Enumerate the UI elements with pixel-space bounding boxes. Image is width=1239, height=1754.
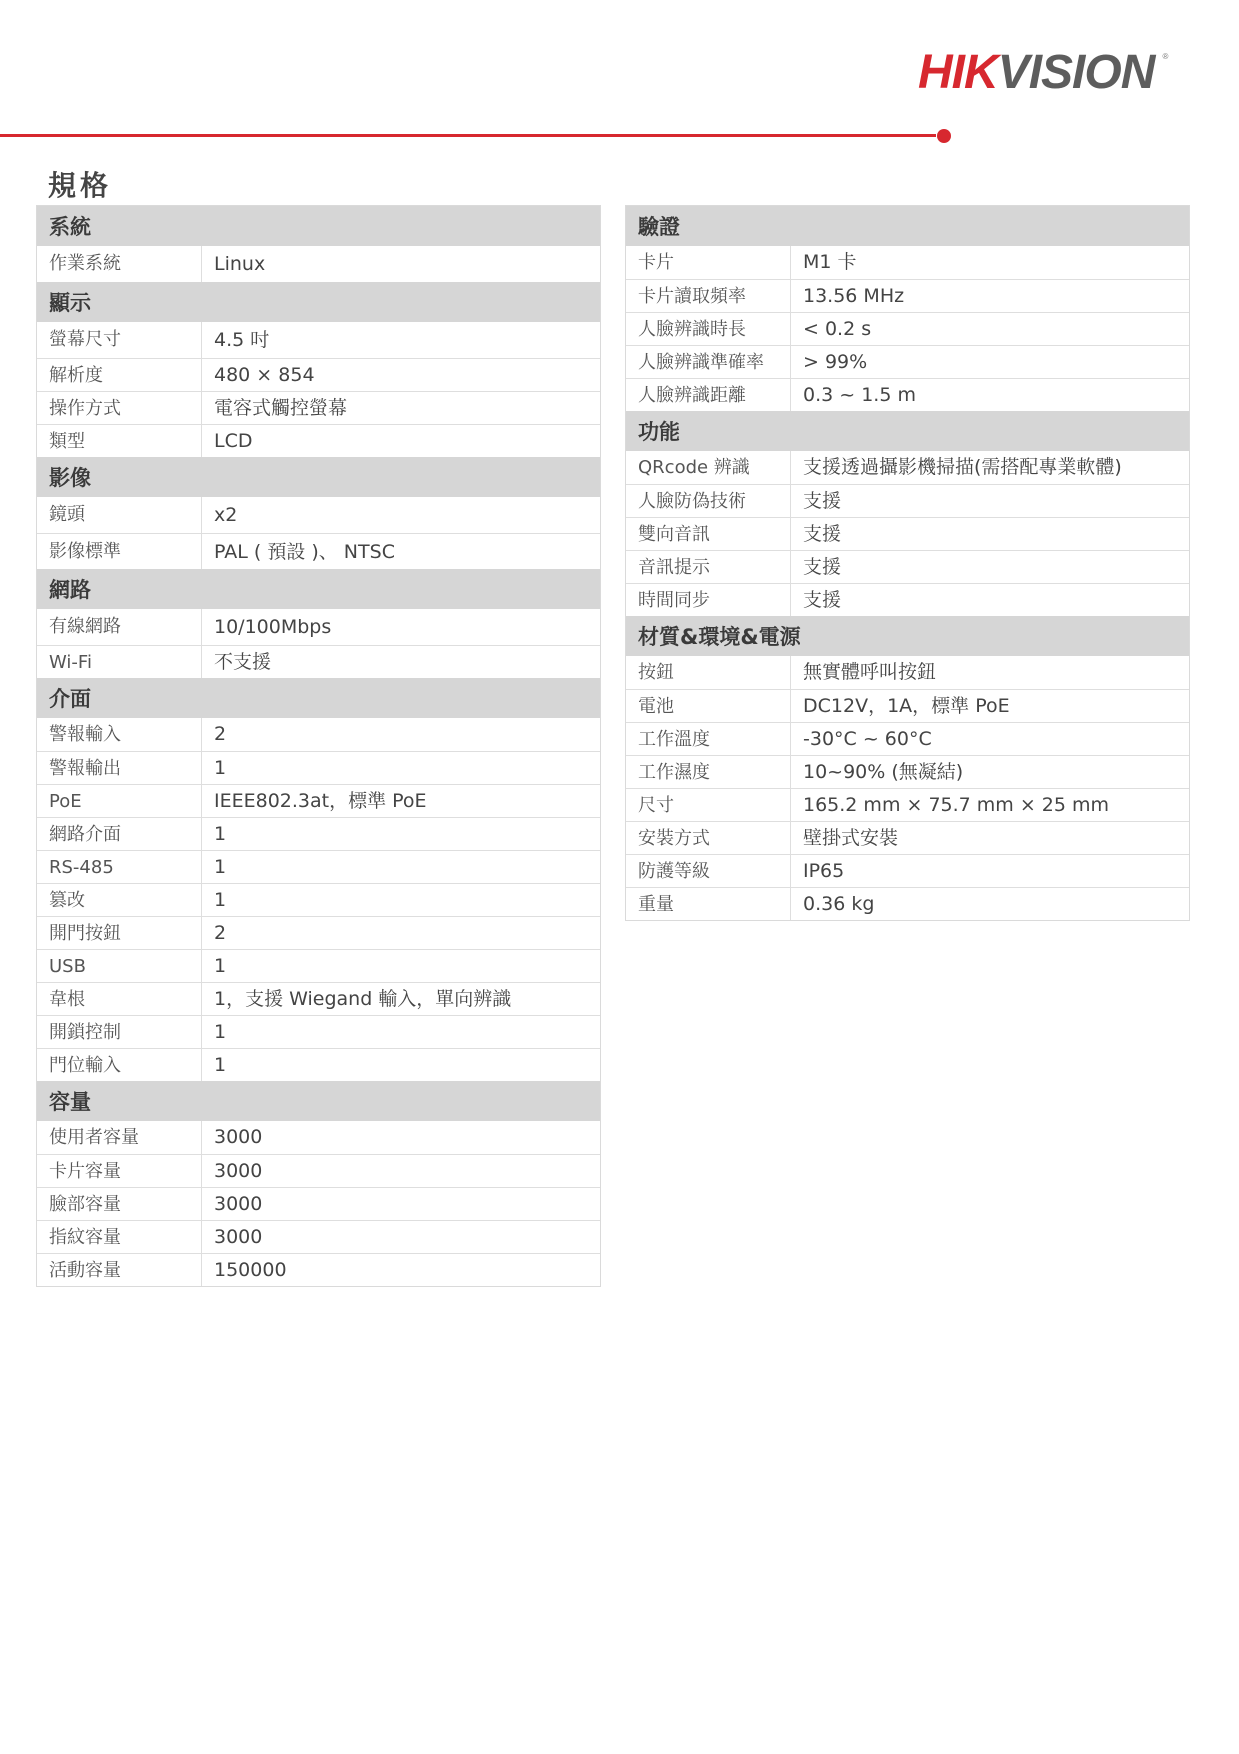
spec-label: PoE: [37, 785, 202, 817]
spec-row: [626, 854, 1189, 887]
spec-label: 韋根: [37, 983, 202, 1015]
spec-row: [626, 821, 1189, 854]
spec-label: RS-485: [37, 851, 202, 883]
spec-row: [37, 949, 600, 982]
spec-row: [37, 358, 600, 391]
spec-value: 3000: [214, 1160, 263, 1182]
spec-row: [37, 817, 600, 850]
spec-row: [37, 883, 600, 916]
spec-value: 支援: [803, 556, 842, 578]
spec-label: 按鈕: [626, 656, 791, 689]
spec-row: [37, 609, 600, 645]
spec-label: 活動容量: [37, 1254, 202, 1286]
spec-value: 無實體呼叫按鈕: [803, 661, 937, 683]
spec-label: 開鎖控制: [37, 1016, 202, 1048]
spec-label: 影像標準: [37, 534, 202, 569]
spec-row: [37, 424, 600, 457]
spec-row: [37, 1253, 600, 1286]
spec-value: 1: [214, 823, 227, 845]
spec-label: 篡改: [37, 884, 202, 916]
spec-row: [626, 517, 1189, 550]
registered-mark: ®: [1162, 52, 1169, 61]
section-header: 功能: [626, 411, 1189, 451]
spec-row: [37, 982, 600, 1015]
spec-row: [37, 322, 600, 358]
spec-label: 警報輸入: [37, 718, 202, 751]
spec-value: 2: [214, 922, 227, 944]
spec-value: 1，支援 Wiegand 輸入，單向辨識: [214, 988, 512, 1010]
spec-label: 工作溫度: [626, 723, 791, 755]
spec-label: 工作濕度: [626, 756, 791, 788]
spec-table-right: [625, 205, 1190, 921]
spec-label: 人臉辨識時長: [626, 313, 791, 345]
spec-label: 臉部容量: [37, 1188, 202, 1220]
logo-part-hik: HIK: [918, 46, 998, 99]
spec-row: [626, 689, 1189, 722]
spec-label: 人臉防偽技術: [626, 485, 791, 517]
spec-value: M1 卡: [803, 251, 857, 273]
spec-value: > 99%: [803, 351, 868, 373]
spec-value: 3000: [214, 1193, 263, 1215]
spec-value: 3000: [214, 1126, 263, 1148]
spec-label: 使用者容量: [37, 1121, 202, 1154]
spec-label: 警報輸出: [37, 752, 202, 784]
spec-label: USB: [37, 950, 202, 982]
spec-row: [37, 916, 600, 949]
spec-row: [626, 656, 1189, 689]
logo-part-vision: VISION: [997, 46, 1155, 99]
section-header: 容量: [37, 1081, 600, 1121]
spec-label: 鏡頭: [37, 497, 202, 533]
spec-label: 雙向音訊: [626, 518, 791, 550]
section-header: 顯示: [37, 282, 600, 322]
spec-row: [37, 718, 600, 751]
spec-value: 電容式觸控螢幕: [214, 397, 348, 419]
spec-value: 1: [214, 757, 227, 779]
spec-label: 有線網路: [37, 609, 202, 645]
spec-label: 安裝方式: [626, 822, 791, 854]
spec-label: 卡片讀取頻率: [626, 280, 791, 312]
spec-value: Linux: [214, 253, 266, 275]
spec-value: 10/100Mbps: [214, 616, 332, 638]
spec-label: 類型: [37, 425, 202, 457]
spec-value: 1: [214, 856, 227, 878]
spec-label: 電池: [626, 690, 791, 722]
section-header: 網路: [37, 569, 600, 609]
spec-row: [37, 533, 600, 569]
section-header: 材質&環境&電源: [626, 616, 1189, 656]
page-title: 規格: [48, 169, 113, 202]
spec-row: [626, 788, 1189, 821]
section-header: 介面: [37, 678, 600, 718]
spec-value: 支援: [803, 589, 842, 611]
spec-row: [626, 345, 1189, 378]
spec-label: 螢幕尺寸: [37, 322, 202, 358]
spec-row: [626, 887, 1189, 920]
spec-row: [626, 312, 1189, 345]
spec-value: < 0.2 s: [803, 318, 872, 340]
spec-row: [626, 755, 1189, 788]
spec-row: [37, 1048, 600, 1081]
spec-label: 防護等級: [626, 855, 791, 887]
spec-label: 時間同步: [626, 584, 791, 616]
spec-value: DC12V，1A，標準 PoE: [803, 695, 1010, 717]
spec-label: 人臉辨識距離: [626, 379, 791, 411]
spec-value: PAL ( 預設 )、 NTSC: [214, 541, 395, 563]
spec-label: QRcode 辨識: [626, 451, 791, 484]
spec-row: [626, 583, 1189, 616]
spec-row: [37, 391, 600, 424]
spec-value: IP65: [803, 860, 845, 882]
spec-value: 150000: [214, 1259, 287, 1281]
spec-label: 作業系統: [37, 246, 202, 282]
spec-row: [37, 497, 600, 533]
spec-label: 重量: [626, 888, 791, 920]
hikvision-logo: [918, 46, 1169, 99]
spec-value: 1: [214, 955, 227, 977]
spec-value: IEEE802.3at，標準 PoE: [214, 790, 427, 812]
spec-value: -30°C ~ 60°C: [803, 728, 932, 750]
spec-value: 165.2 mm × 75.7 mm × 25 mm: [803, 794, 1110, 816]
spec-label: 人臉辨識準確率: [626, 346, 791, 378]
spec-value: 0.3 ~ 1.5 m: [803, 384, 916, 406]
spec-row: [37, 1121, 600, 1154]
spec-value: 支援: [803, 490, 842, 512]
spec-label: 網路介面: [37, 818, 202, 850]
header-divider-line: [0, 134, 936, 137]
spec-value: 壁掛式安裝: [803, 827, 899, 849]
spec-row: [37, 751, 600, 784]
spec-row: [37, 645, 600, 678]
spec-value: 2: [214, 723, 227, 745]
spec-value: 4.5 吋: [214, 329, 270, 351]
spec-value: 支援: [803, 523, 842, 545]
spec-value: 1: [214, 1021, 227, 1043]
spec-label: 操作方式: [37, 392, 202, 424]
spec-row: [37, 1015, 600, 1048]
section-header: 系統: [37, 206, 600, 246]
spec-label: 解析度: [37, 359, 202, 391]
spec-label: 卡片容量: [37, 1155, 202, 1187]
spec-row: [37, 1154, 600, 1187]
spec-label: 卡片: [626, 246, 791, 279]
spec-label: 音訊提示: [626, 551, 791, 583]
spec-label: 指紋容量: [37, 1221, 202, 1253]
spec-row: [37, 1220, 600, 1253]
spec-value: 不支援: [214, 651, 272, 673]
spec-row: [626, 378, 1189, 411]
section-header: 驗證: [626, 206, 1189, 246]
spec-row: [626, 550, 1189, 583]
spec-value: 支援透過攝影機掃描(需搭配專業軟體): [803, 456, 1122, 478]
spec-row: [37, 1187, 600, 1220]
spec-label: 門位輸入: [37, 1049, 202, 1081]
spec-label: 開門按鈕: [37, 917, 202, 949]
spec-row: [626, 246, 1189, 279]
spec-value: 10~90% (無凝結): [803, 761, 964, 783]
spec-value: 480 × 854: [214, 364, 315, 386]
spec-value: 13.56 MHz: [803, 285, 905, 307]
spec-value: LCD: [214, 430, 253, 452]
spec-row: [626, 484, 1189, 517]
spec-value: 1: [214, 889, 227, 911]
spec-row: [37, 246, 600, 282]
spec-value: 3000: [214, 1226, 263, 1248]
section-header: 影像: [37, 457, 600, 497]
spec-row: [626, 279, 1189, 312]
spec-label: Wi-Fi: [37, 646, 202, 678]
spec-row: [626, 451, 1189, 484]
spec-value: 0.36 kg: [803, 893, 875, 915]
spec-value: x2: [214, 504, 238, 526]
header-divider-dot: [937, 129, 951, 143]
spec-row: [37, 850, 600, 883]
spec-row: [37, 784, 600, 817]
spec-label: 尺寸: [626, 789, 791, 821]
spec-value: 1: [214, 1054, 227, 1076]
spec-table-left: [36, 205, 601, 1287]
spec-row: [626, 722, 1189, 755]
